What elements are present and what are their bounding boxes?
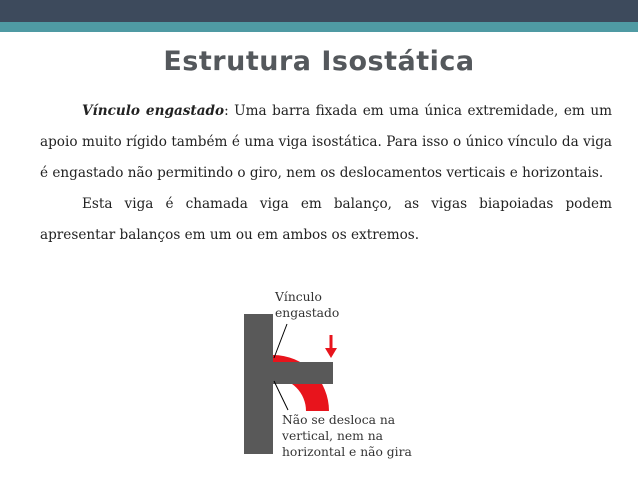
leader-line-bottom [274, 381, 288, 410]
cantilever-beam [273, 362, 333, 384]
paragraph-1-text: : Uma barra fixada em uma única extremidade, em um apoio muito rígido também é uma viga isostática. Para isso o único vínculo da viga é engastado não permitindo o giro, nem os deslocamentos verticais e horizontais. [40, 103, 612, 181]
annotation-top-line-2: engastado [275, 306, 340, 320]
annotation-bottom-line-2: vertical, nem na [282, 429, 383, 443]
leader-line-top [274, 324, 287, 358]
annotation-top-line-1: Vínculo [275, 290, 322, 304]
annotation-bottom-line-3: horizontal e não gira [282, 445, 412, 459]
load-arrow [325, 335, 337, 358]
paragraph-2: Esta viga é chamada viga em balanço, as vigas biapoiadas podem apresentar balanços em um ou em ambos os extremos. [40, 196, 612, 243]
fixed-support [244, 314, 273, 454]
paragraph-1-label: Vínculo engastado [82, 103, 225, 119]
annotation-bottom-line-1: Não se desloca na [282, 413, 396, 427]
slide-title: Estrutura Isostática [163, 46, 475, 77]
annotation-fixed-support [275, 289, 339, 321]
annotation-restraint [282, 412, 412, 460]
